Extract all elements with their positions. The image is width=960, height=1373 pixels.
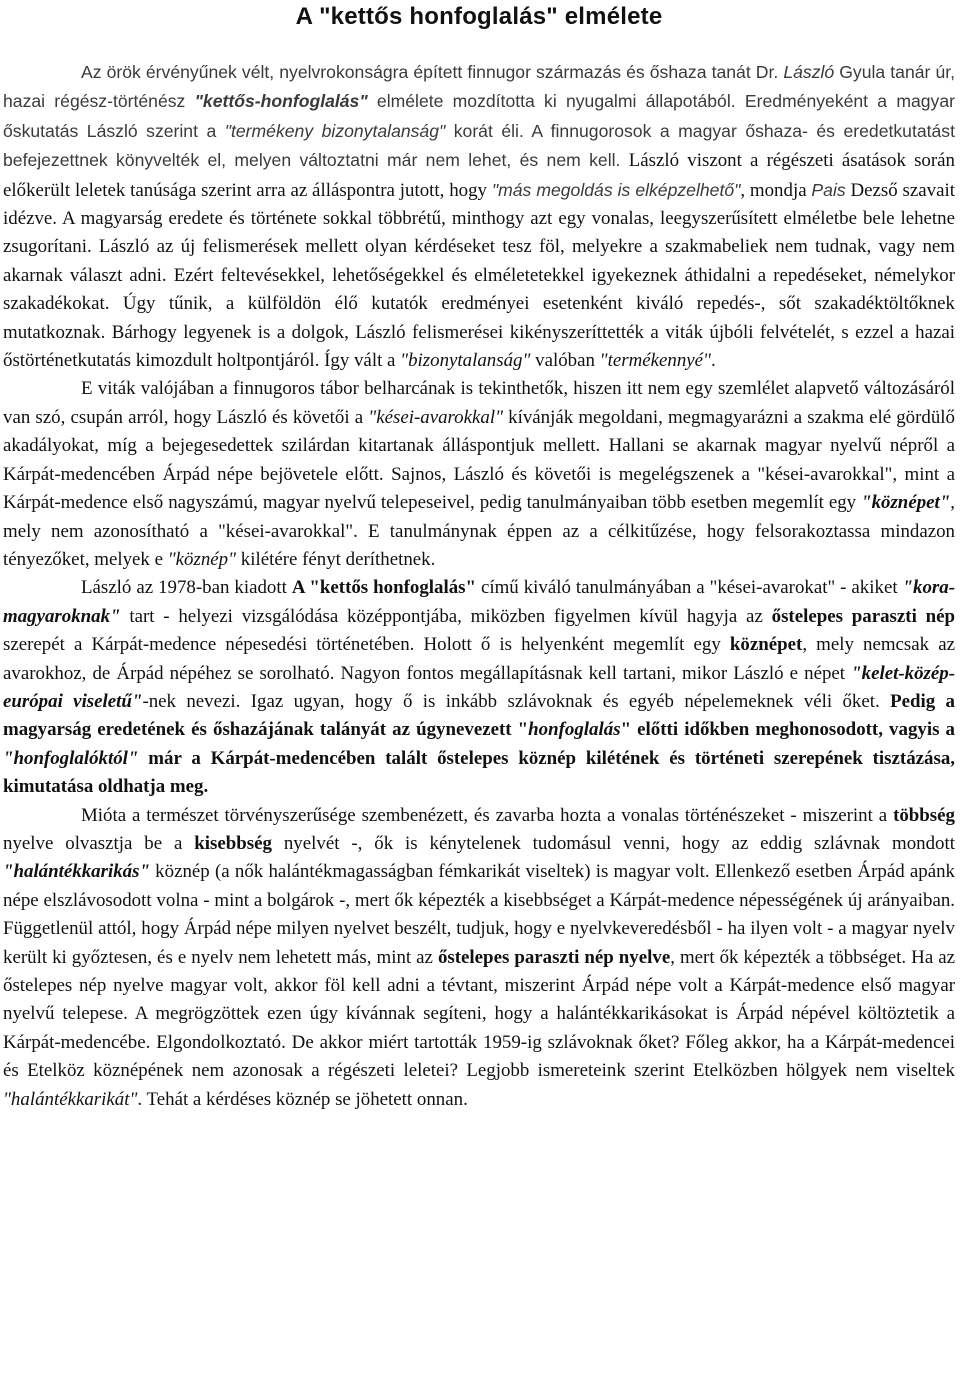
italic-text: "köznép" (167, 548, 237, 570)
paragraph (3, 375, 955, 574)
text-run: E viták valójában a finnugoros tábor belharcának is tekinthetők, hiszen itt nem egy szemlélet alapvető változásáról van szó, csupán arról, hogy László és követői a (3, 378, 955, 428)
bold-text: már a Kárpát-medencében talált őstelepes köznép kilétének és történeti szerepének tisztázása, kimutatása oldhatja meg. (3, 747, 955, 798)
bold-italic-text: "honfoglalóktól" (3, 747, 139, 769)
text-run: A finnugorosok a magyar őshaza- és eredetkutatást befejezettnek könyvelték el, melyen változtatni már nem lehet, és nem kell. (3, 120, 955, 171)
text-run: . (710, 350, 716, 372)
text-run: köznép (a nők halántékmagasságban fémkarikát viseltek) is magyar volt. Ellenkező esetben Árpád apánk népe elszlávosodott volna - mint a bolgárok -, mert ők képezték a kisebbséget a Kárpát-medence népességének új arányaiban. Függetlenül attól, hogy Árpád népe milyen nyelvet beszélt, tudjuk, hogy e nyelvkeveredésből - ha ilyen volt - a magyar nyelv került ki győztesen, és e nyelv nem lehetett más, mint az (3, 861, 955, 968)
text-run: László viszont a régészeti ásatások során előkerült leletek tanúsága szerint arra az álláspontra jutott, hogy (3, 150, 955, 201)
bold-italic-text: "kora-magyaroknak" (3, 577, 956, 627)
bold-text: őstelepes paraszti nép (771, 605, 955, 627)
paragraph (3, 802, 955, 1114)
text-run: valóban (530, 350, 600, 372)
text-run: Az örök érvényűnek vélt, nyelvrokonságra épített finnugor származás és őshaza tanát Dr. (81, 62, 784, 82)
bold-text: A "kettős honfoglalás" (291, 577, 476, 599)
text-run: című kiváló tanulmányában a "kései-avarokat" - akiket (476, 577, 903, 599)
text-run: Gyula tanár úr, hazai régész-történész (3, 62, 956, 112)
paragraph (3, 574, 955, 801)
text-run: . Tehát a kérdéses köznép se jöhetett onnan. (137, 1088, 468, 1110)
bold-text: kisebbség (194, 832, 272, 854)
bold-text: Pedig a magyarság eredetének és őshazájának talányát az úgynevezett " (3, 690, 955, 741)
text-run: elmélete mozdította ki nyugalmi állapotából. Eredményeként a magyar őskutatás László szerint a (3, 91, 955, 141)
bold-text: " előtti időkben meghonosodott, vagyis a (620, 719, 956, 741)
italic-text: "termékennyé" (599, 350, 711, 372)
paragraph (3, 58, 955, 375)
text-run: -nek nevezi. Igaz ugyan, hogy ő is inkább szlávoknak és egyéb népelemeknek véli őket. (142, 690, 891, 712)
bold-text: köznépet (729, 634, 803, 656)
text-run: Dezső szavait idézve. (3, 179, 955, 230)
italic-text: "termékeny bizonytalanság" (224, 120, 446, 141)
document-title: A "kettős honfoglalás" elmélete (295, 3, 663, 30)
text-run: , mondja (740, 179, 812, 201)
text-run: , mely nem azonosítható a "kései-avarokkal". E tanulmánynak éppen az a célkitűzése, hogy felsorakoztassa mindazon tényezőket, melyek e (3, 492, 955, 570)
italic-text: Pais (811, 179, 846, 200)
bold-italic-text: honfoglalás (528, 719, 621, 741)
italic-text: László (783, 62, 835, 82)
text-run: kilétére fényt deríthetnek. (236, 548, 436, 570)
text-run: A magyarság eredete és története sokkal többrétű, minthogy azt egy vonalas, leegyszerűsített elméletbe bele lehetne zsugorítani. László az új felismerések mellett olyan kérdéseket tesz föl, melyekre a szakmabeliek nem tudnak, vagy nem akarnak választ adni. Ezért feltevésekkel, lehetőségekkel és elméletetekkel igyekeznek áthidalni a repedéseket, némelykor szakadékokat. Úgy tűnik, a külföldön élő kutatók eredményei esetenként kiváló repedés-, sőt szakadéktöltőknek mutatkoznak. Bárhogy legyenek is a dolgok, László felismerései kikényszeríttették a viták újbóli felvételét, s ezzel a hazai őstörténetkutatás kimozdult holtpontjáról. Így vált a (3, 208, 956, 372)
document-body (3, 58, 955, 1114)
text-run: tart - helyezi vizsgálódása középpontjába, miközben figyelmen kívül hagyja az (120, 605, 772, 627)
italic-text: "bizonytalanság" (400, 350, 531, 372)
italic-text: "kései-avarokkal" (368, 406, 504, 428)
italic-text: "halántékkarikát" (3, 1088, 138, 1110)
text-run: kívánják megoldani, megmagyarázni a szakma elé gördülő akadályokat, míg a bejegesedettek szilárdan kitartanak álláspontjuk mellett. Hallani se akarnak magyar nyelvű népről a Kárpát-medencében Árpád népe bejövetele előtt. Sajnos, László és követői is megelégszenek a "kései-avarokkal", mint a Kárpát-medence első nagyszámú, magyar nyelvű telepeseivel, pedig tanulmányaiban több esetben megemlít egy (3, 406, 955, 514)
text-run: Mióta a természet törvényszerűsége szembenézett, és zavarba hozta a vonalas történészeket - miszerint a (81, 804, 894, 826)
bold-italic-text: "kelet-közép-európai viseletű" (3, 662, 955, 712)
bold-italic-text: "kettős-honfoglalás" (194, 91, 368, 112)
text-run: nyelvét -, ők is kénytelenek tudomásul venni, hogy az eddig szlávnak mondott (271, 832, 955, 854)
text-run: László az 1978-ban kiadott (81, 577, 292, 599)
text-run: , mert ők képezték a többséget. Ha az őstelepes nép nyelve magyar volt, akkor föl kell adni a tévtant, miszerint Árpád népe volt a Kárpát-medence első magyar nyelvű telepese. A megrögzöttek ezen úgy kívánnak segíteni, hogy a halántékkarikásokat is Árpád népével költöztetik a Kárpát-medencébe. Elgondolkoztató. De akkor miért tartották 1959-ig szlávoknak őket? Főleg akkor, ha a Kárpát-medencei és Etelköz köznépének nem azonosak a régészeti leletei? Legjobb ismereteink szerint Etelközben hölgyek nem viseltek (3, 946, 955, 1082)
italic-text: "más megoldás is elképzelhető" (491, 179, 741, 200)
bold-text: többség (893, 804, 955, 826)
bold-text: őstelepes paraszti nép nyelve (437, 946, 671, 968)
text-run: , mely nemcsak az avarokhoz, de Árpád népéhez se sorolható. Nagyon fontos megállapításnak kell tartani, mikor László e népet (3, 634, 955, 684)
text-run: nyelve olvasztja be a (3, 832, 195, 854)
bold-italic-text: "köznépet" (861, 492, 951, 514)
text-run: szerepét a Kárpát-medence népesedési történetében. Holott ő is helyenként megemlít egy (3, 634, 730, 656)
bold-italic-text: "halántékkarikás" (3, 861, 150, 883)
text-run: korát éli. (445, 120, 532, 141)
